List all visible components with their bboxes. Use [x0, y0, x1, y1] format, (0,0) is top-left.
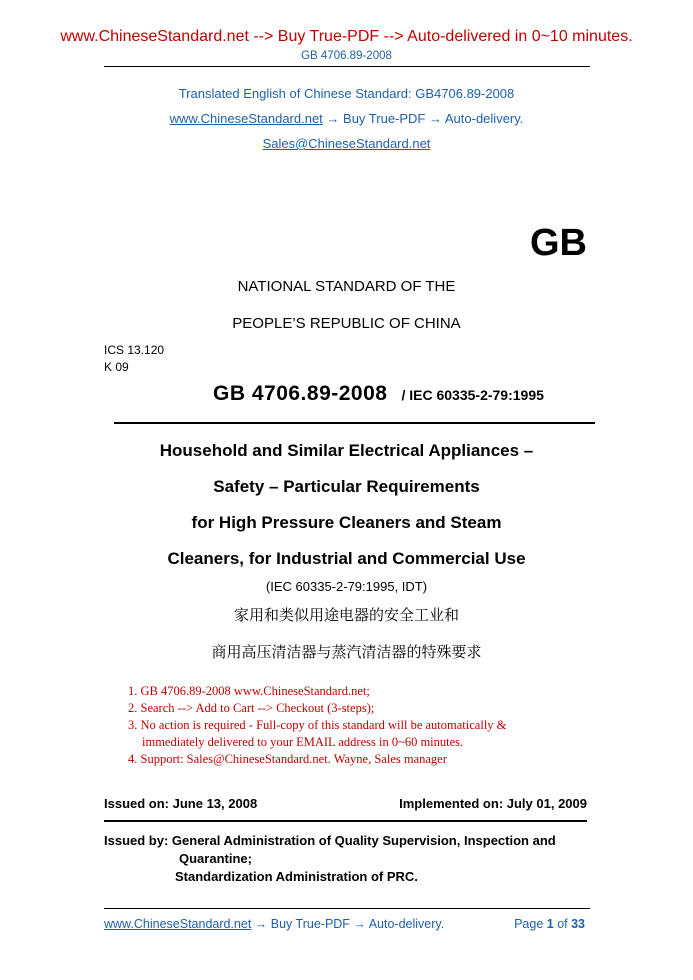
site-link[interactable]: www.ChineseStandard.net [169, 111, 323, 126]
translated-line: Translated English of Chinese Standard: GB4706.89-2008 [178, 86, 515, 101]
page-label: Page [514, 917, 547, 931]
footer-buy-line [104, 917, 444, 931]
title-line-4: Cleaners, for Industrial and Commercial Use [167, 549, 526, 568]
issued-date: Issued on: June 13, 2008 [104, 796, 258, 811]
issuer-line-3: Standardization Administration of PRC. [175, 869, 418, 884]
standard-number-line [213, 382, 544, 406]
ics-code: ICS 13.120 [104, 343, 165, 357]
dates-rule [104, 820, 587, 822]
page-indicator [514, 917, 585, 931]
implemented-date: Implemented on: July 01, 2009 [399, 796, 587, 811]
chinese-title-2: 商用高压清洁器与蒸汽清洁器的特殊要求 [211, 643, 482, 661]
title-rule [114, 422, 595, 424]
title-line-3: for High Pressure Cleaners and Steam [191, 513, 502, 532]
chinese-title-1: 家用和类似用途电器的安全工业和 [233, 606, 459, 624]
page-total: 33 [571, 917, 585, 931]
footer-site-link[interactable]: www.ChineseStandard.net [104, 917, 252, 931]
footer-rule [104, 908, 590, 909]
purchase-step-continued: immediately delivered to your EMAIL address in 0~60 minutes. [142, 735, 464, 749]
national-line-1: NATIONAL STANDARD OF THE [237, 278, 456, 295]
header-doc-id: GB 4706.89-2008 [301, 50, 392, 62]
purchase-step: 3. No action is required - Full-copy of this standard will be automatically & [128, 718, 507, 732]
header-rule [104, 66, 590, 67]
gb-mark: GB [530, 222, 587, 264]
iec-reference: / IEC 60335-2-79:1995 [401, 387, 544, 403]
sales-line [0, 136, 693, 151]
standard-number: GB 4706.89-2008 [213, 382, 388, 405]
title-line-2: Safety – Particular Requirements [213, 477, 480, 496]
ccs-code: K 09 [104, 360, 129, 374]
page-of: of [553, 917, 572, 931]
purchase-step: 2. Search --> Add to Cart --> Checkout (3-steps); [128, 701, 375, 715]
issuer-line-2: Quarantine; [179, 851, 252, 866]
buy-line [0, 111, 693, 126]
buy-text: → Buy True-PDF → Auto-delivery. [322, 111, 524, 126]
footer-buy-text: → Buy True-PDF → Auto-delivery. [251, 917, 445, 931]
purchase-step: 1. GB 4706.89-2008 www.ChineseStandard.net; [128, 684, 370, 698]
issuer-line-1: Issued by: General Administration of Quality Supervision, Inspection and [104, 833, 556, 848]
page-current: 1 [546, 917, 554, 931]
purchase-steps [128, 683, 506, 768]
title-line-1: Household and Similar Electrical Appliances – [159, 441, 534, 460]
purchase-step: 4. Support: Sales@ChineseStandard.net. Wayne, Sales manager [128, 752, 447, 766]
national-line-2: PEOPLE’S REPUBLIC OF CHINA [232, 315, 461, 332]
top-banner[interactable]: www.ChineseStandard.net --> Buy True-PDF --> Auto-delivered in 0~10 minutes. [60, 28, 633, 45]
idt-note: (IEC 60335-2-79:1995, IDT) [265, 579, 428, 594]
sales-email-link[interactable]: Sales@ChineseStandard.net [262, 136, 431, 151]
